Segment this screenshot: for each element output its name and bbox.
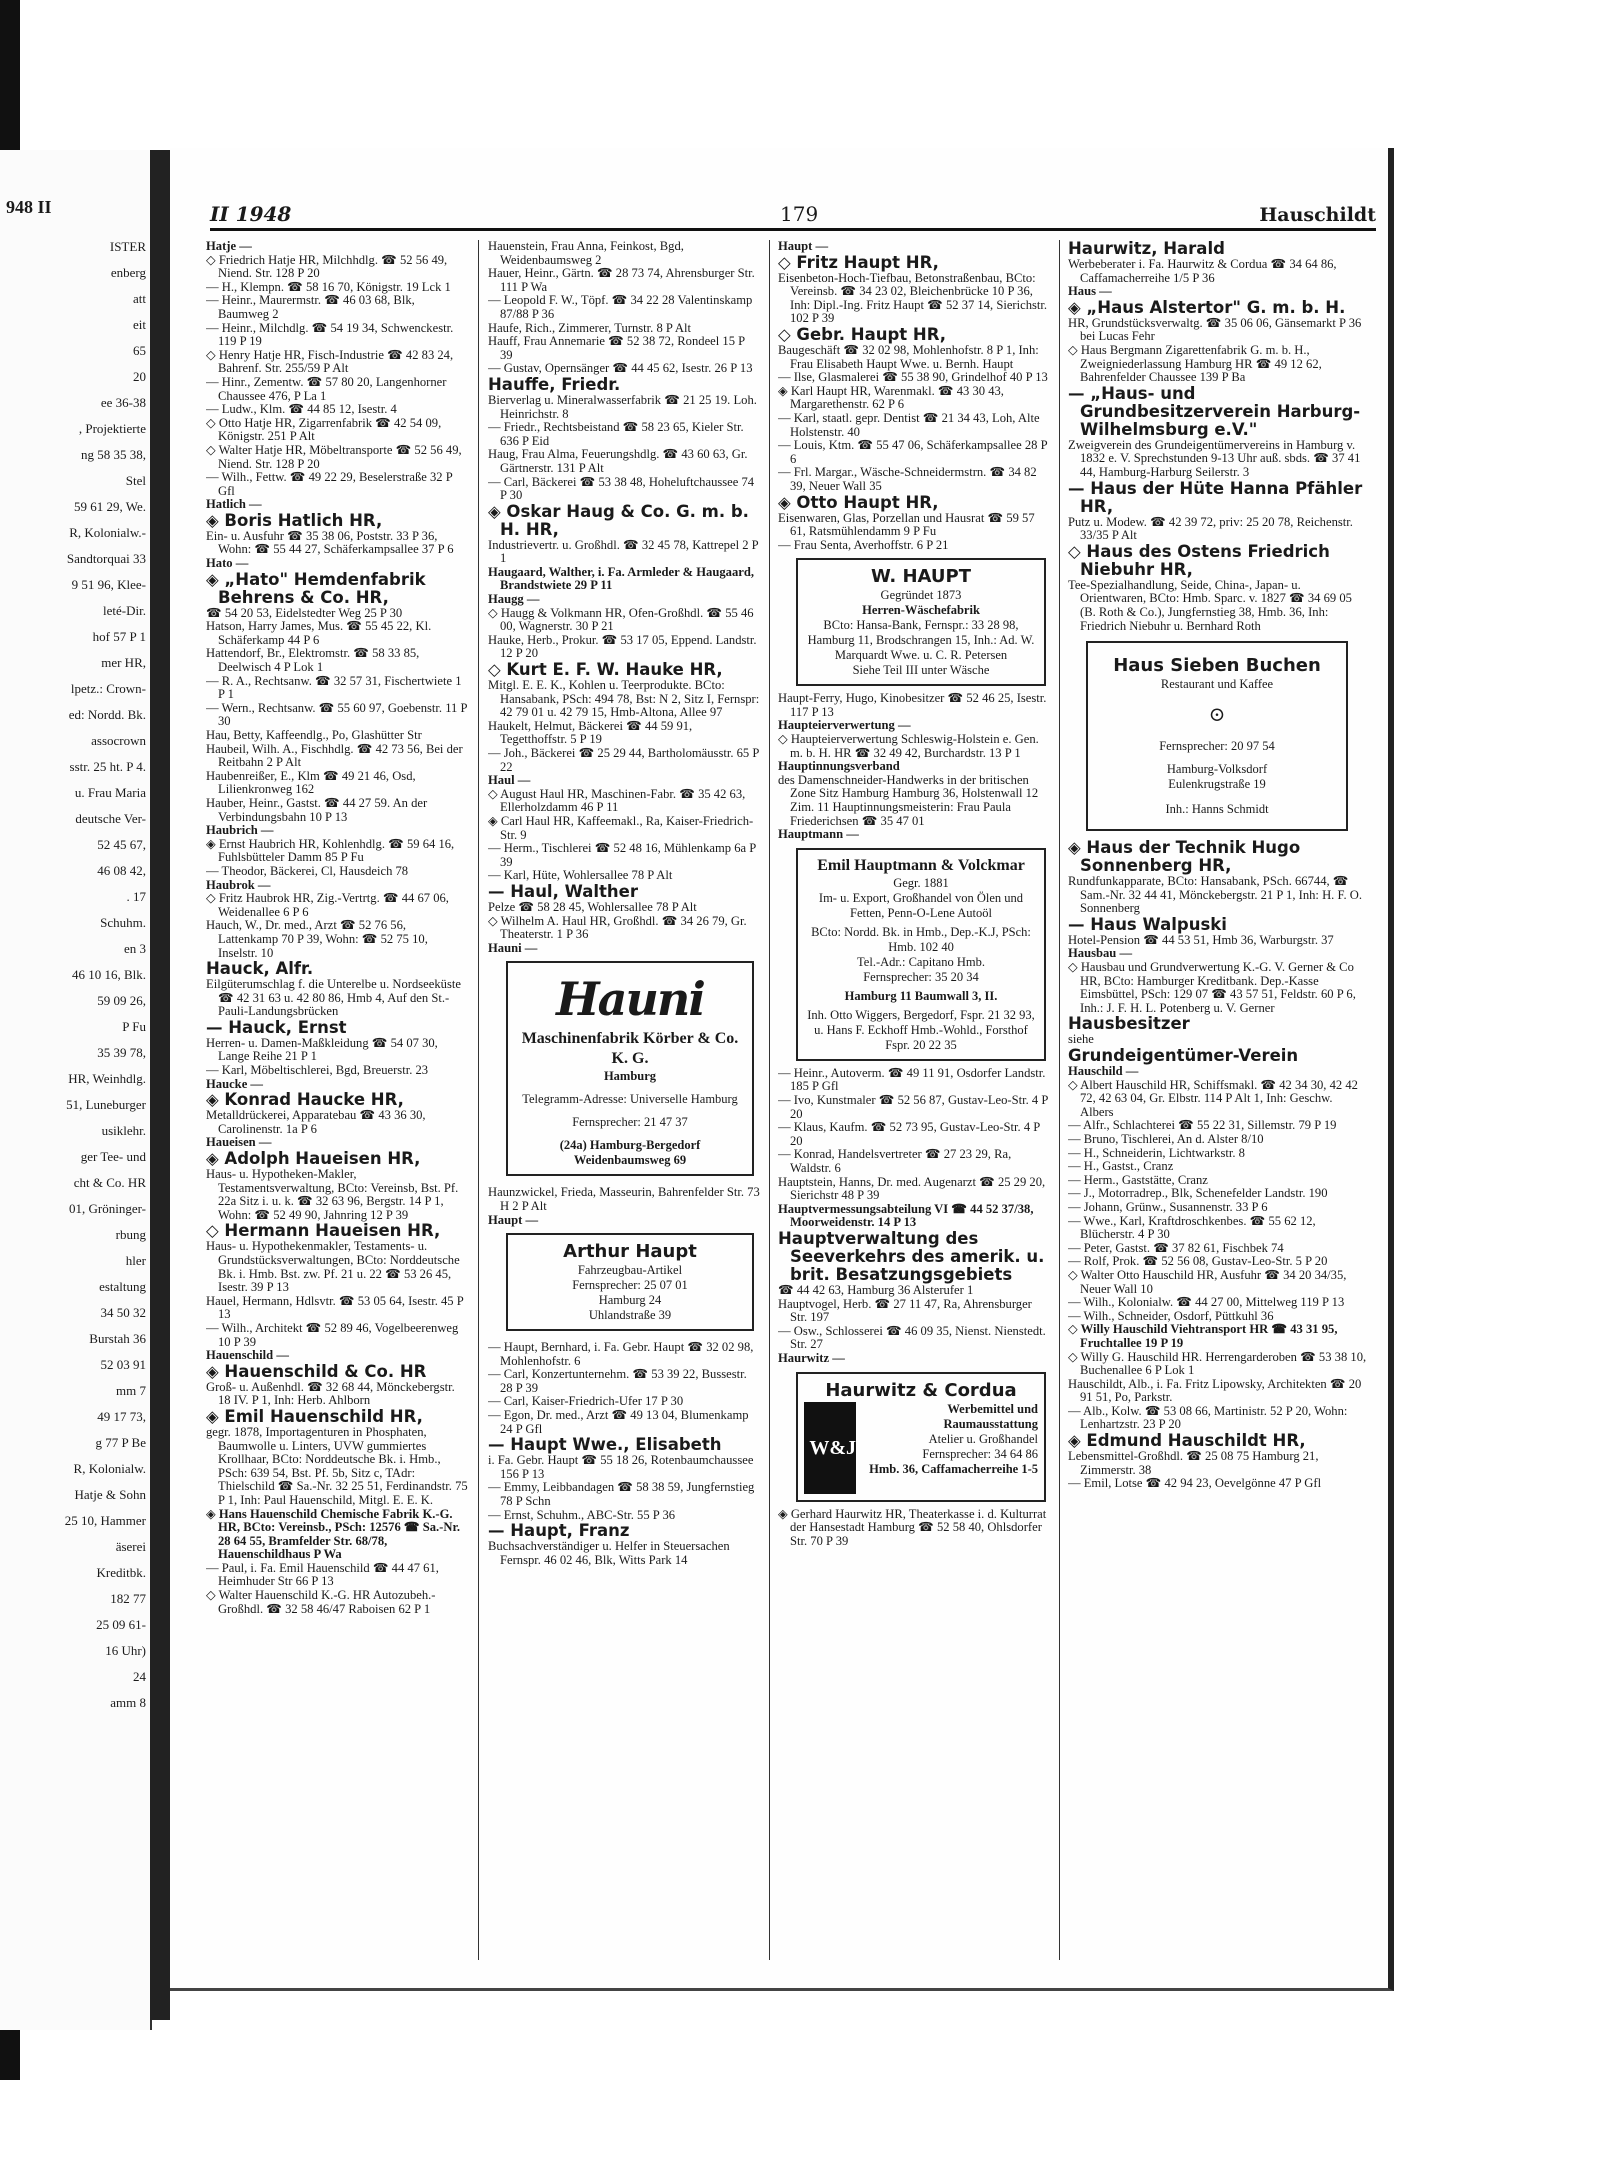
directory-entry: — Carl, Konzertunternehm. ☎ 53 39 22, Bussestr. 28 P 39 [488,1367,747,1395]
directory-entry: HR, Grundstücksverwaltg. ☎ 35 06 06, Gänsemarkt P 36 bei Lucas Fehr [1068,315,1362,344]
ad-name: Maschinenfabrik Körber & Co. K. G. [521,1030,739,1068]
section-heading: Haupteierverwertung — [778,718,911,733]
left-page-line: 51, Luneburger [66,1097,146,1112]
directory-entry: ◈ Ernst Haubrich HR, Kohlenhdlg. ☎ 59 64 16, Fuhlsbütteler Damm 85 P Fu [206,836,455,865]
ad-name: Emil Hauptmann & Volckmar [817,856,1025,874]
directory-entry: ◇ Haus des Ostens Friedrich Niebuhr HR, [1068,541,1330,579]
directory-entry: ◈ Adolph Haueisen HR, [206,1149,421,1169]
ad-tel: Tel.-Adr.: Capitano Hmb. [857,954,985,969]
left-page-title: 948 II [6,197,52,217]
left-page-line: enberg [110,265,146,280]
directory-entry: ◈ Hans Hauenschild Chemische Fabrik K.-G. HR, BCto: Vereinsb., PSch: 12576 ☎ Sa.-Nr. 28 64 55, Bramfelder Str. 68/78, Hauenschildhaus P Wa [206,1506,461,1562]
directory-entry: — Haus der Hüte Hanna Pfähler HR, [1068,478,1363,516]
cordua-advert [796,1372,1046,1502]
directory-entry: ◈ Carl Haul HR, Kaffeemakl., Ra, Kaiser-Friedrich-Str. 9 [488,813,754,842]
header-left: II 1948 [210,202,292,226]
directory-entry: ☎ 44 42 63, Hamburg 36 Alsterufer 1 [778,1282,974,1297]
section-heading: Haucke — [206,1076,264,1091]
ad-line: Fahrzeugbau-Artikel [577,1263,683,1278]
directory-entry: — Wern., Rechtsanw. ☎ 55 60 97, Goebenstr. 11 P 30 [206,700,468,729]
directory-entry: — Wilh., Fettw. ☎ 49 22 29, Beselerstraße 32 P Gfl [206,470,453,498]
directory-entry: Eilgüterumschlag f. die Unterelbe u. Nordseeküste ☎ 42 31 63 u. 42 80 86, Hmb 4, Auf den St.-Pauli-Landungsbrücken [206,977,461,1019]
left-page-fragment [0,150,152,2030]
left-page-line: ger Tee- und [80,1149,146,1164]
left-page-line: mer HR, [101,655,146,670]
ad-bank: BCto: Nordd. Bk. in Hmb., Dep.-K.J, PSch: Hmb. 102 40 [811,924,1031,954]
directory-entry: Hauptvogel, Herb. ☎ 27 11 47, Ra, Ahrensburger Str. 197 [778,1296,1032,1325]
left-page-line: assocrown [91,733,146,748]
directory-entry: Hotel-Pension ☎ 44 53 51, Hmb 36, Warburgstr. 37 [1068,932,1334,947]
section-heading: Haupt — [488,1212,539,1227]
directory-entry: siehe [1068,1032,1094,1047]
directory-entry: Eisenwaren, Glas, Porzellan und Hausrat ☎ 59 57 61, Ratsmühlendamm 9 P Fu [778,510,1035,539]
directory-entry: Haug, Frau Alma, Feuerungshdlg. ☎ 43 60 63, Gr. Gärtnerstr. 131 P Alt [488,447,748,475]
left-page-line: 46 10 16, Blk. [71,967,146,982]
left-page-line: ed: Nordd. Bk. [68,707,146,722]
left-page-line: Stel [125,473,146,488]
ad-phone: Fernsprecher: 21 47 37 [572,1115,688,1130]
directory-entry: Haugaard, Walther, i. Fa. Armleder & Haugaard, Brandstwiete 29 P 11 [488,564,754,593]
ad-address: Hamburg 11 Baumwall 3, II. [844,988,998,1003]
directory-entry: — Karl, Möbeltischlerei, Bgd, Breuerstr. 23 [206,1063,429,1078]
directory-entry: Hatson, Harry James, Mus. ☎ 55 45 22, Kl. Schäferkamp 44 P 6 [206,619,432,647]
ad-body: BCto: Hansa-Bank, Fernspr.: 33 28 98, Hamburg 11, Brodschrangen 15, Inh.: Ad. W. Marquardt Wwe. u. C. R. Petersen [807,618,1035,663]
ad-line: Restaurant und Kaffee [1160,677,1274,692]
directory-entry: ◇ Kurt E. F. W. Hauke HR, [488,660,723,680]
directory-entry: ◇ Friedrich Hatje HR, Milchhdlg. ☎ 52 56 49, Niend. Str. 128 P 20 [206,252,448,281]
directory-entry: — Emmy, Leibbandagen ☎ 58 38 59, Jungfernstieg 78 P Schn [488,1480,755,1509]
section-heading: Hauptinnungsverband [778,759,900,774]
section-heading: Hauptmann — [778,827,859,842]
directory-entry: Mitgl. E. E. K., Kohlen u. Teerprodukte. BCto: Hansabank, PSch: 494 78, Bst: N 2, Sitz I, Fernspr: 42 79 01 u. 42 79 15, Hmb-Altona, Allee 97 [488,678,760,720]
left-page-line: Kreditbk. [96,1565,146,1580]
directory-entry: — Wwe., Karl, Kraftdroschkenbes. ☎ 55 62 12, Blücherstr. 4 P 30 [1068,1213,1316,1242]
directory-entry: ◇ Albert Hauschild HR, Schiffsmakl. ☎ 42 34 30, 42 42 72, 42 63 04, Gr. Elbstr. 114 P Alt 1, Inh: Geschw. Albers [1068,1077,1358,1119]
directory-entry: — Herm., Gaststätte, Cranz [1068,1172,1208,1187]
left-page-line: att [133,291,146,306]
left-page-line: g 77 P Be [95,1435,146,1450]
directory-entry: — Joh., Bäckerei ☎ 25 29 44, Bartholomäusstr. 65 P 22 [488,746,759,774]
page-number: 179 [780,202,819,226]
directory-entry: — Wilh., Schneider, Osdorf, Püttkuhl 36 [1068,1308,1274,1323]
directory-entry: ☎ 54 20 53, Eidelstedter Weg 25 P 30 [206,605,403,620]
directory-entry: Bierverlag u. Mineralwasserfabrik ☎ 21 25 19. Loh. Heinrichstr. 8 [488,392,757,421]
columns [206,240,1374,1970]
directory-entry: — Rolf, Prok. ☎ 52 56 08, Gustav-Leo-Str. 5 P 20 [1068,1254,1328,1269]
left-page-line: eit [133,317,146,332]
ad-street: Eulenkrugstraße 19 [1168,777,1266,792]
w-haupt-advert [796,558,1046,686]
directory-entry: — Haupt, Franz [488,1521,630,1541]
left-page-line: 16 Uhr) [105,1643,146,1658]
directory-entry: — Herm., Tischlerei ☎ 52 48 16, Mühlenkamp 6a P 39 [488,841,756,869]
directory-entry: — Alfr., Schlachterei ☎ 55 22 31, Sillemstr. 79 P 19 [1068,1118,1337,1133]
left-page-line: 9 51 96, Klee- [71,577,146,592]
directory-entry: Hauffe, Friedr. [488,374,621,394]
directory-entry: — Osw., Schlosserei ☎ 46 09 35, Nienst. Nienstedt. Str. 27 [778,1323,1046,1352]
column-3 [778,240,1050,1960]
directory-entry: — Bruno, Tischlerei, An d. Alster 8/10 [1068,1132,1264,1146]
left-page-line: 65 [133,343,146,358]
ad-name: W. HAUPT [870,566,972,588]
directory-entry: ◈ Hauenschild & Co. HR [206,1361,427,1381]
directory-entry: ◈ Emil Hauenschild HR, [206,1406,423,1426]
section-heading: Haubrok — [206,877,271,892]
left-page-line: P Fu [122,1019,146,1034]
directory-entry: — Egon, Dr. med., Arzt ☎ 49 13 04, Blumenkamp 24 P Gfl [488,1408,749,1436]
ad-phone: Fernsprecher: 34 64 86 [922,1446,1038,1461]
arthur-haupt-advert [506,1233,754,1331]
directory-entry: Putz u. Modew. ☎ 42 39 72, priv: 25 20 78, Reichenstr. 33/35 P Alt [1068,514,1353,543]
ad-symbol: ⊙ [1208,704,1226,727]
directory-entry: — R. A., Rechtsanw. ☎ 32 57 31, Fischertwiete 1 P 1 [206,673,462,702]
section-heading: Hatje — [206,240,252,253]
directory-entry: Haunzwickel, Frieda, Masseurin, Bahrenfelder Str. 73 H 2 P Alt [488,1185,760,1213]
directory-entry: Hattendorf, Br., Elektromstr. ☎ 58 33 85, Deelwisch 4 P Lok 1 [206,646,420,675]
directory-entry: ◇ Hermann Haueisen HR, [206,1221,441,1241]
directory-entry: — H., Klempn. ☎ 58 16 70, Königstr. 19 Lck 1 [206,279,451,294]
directory-entry: Hausbesitzer [1068,1014,1190,1034]
directory-entry: ◇ Gebr. Haupt HR, [778,324,946,344]
column-4 [1068,240,1368,1960]
directory-entry: ◇ Willy G. Hauschild HR. Herrengarderoben ☎ 53 38 10, Buchenallee 6 P Lok 1 [1068,1349,1367,1378]
running-head: Hauschildt [1259,204,1376,226]
ad-city: Hamburg [603,1069,657,1084]
left-page-line: 46 08 42, [97,863,146,878]
ad-line: Herren-Wäschefabrik [862,603,980,618]
left-page-line: 34 50 32 [100,1305,146,1320]
ad-telegram: Telegramm-Adresse: Universelle Hamburg [522,1092,738,1107]
directory-entry: ◈ Karl Haupt HR, Warenmakl. ☎ 43 30 43, Margarethenstr. 62 P 6 [778,383,1004,412]
ad-name: Arthur Haupt [563,1241,697,1263]
section-heading: Hausbau — [1068,946,1133,961]
directory-entry: — Alb., Kolw. ☎ 53 08 66, Martinistr. 52 P 20, Wohn: Lenhartzstr. 23 P 20 [1068,1403,1348,1432]
section-heading: Hauni — [488,940,538,955]
directory-entry: ◇ August Haul HR, Maschinen-Fabr. ☎ 35 42 63, Ellerholzdamm 46 P 11 [488,786,746,815]
directory-entry: ◈ Haus der Technik Hugo Sonnenberg HR, [1068,838,1301,876]
section-heading: Haupt — [778,240,829,253]
column-2 [488,240,760,1960]
directory-entry: — Friedr., Rechtsbeistand ☎ 58 23 65, Kieler Str. 636 P Eid [488,420,744,448]
left-page-line: 52 03 91 [100,1357,146,1372]
ad-line: Im- u. Export, Großhandel von Ölen und Fetten, Penn-O-Lene Autoöl [818,890,1024,920]
left-page-line: ISTER [109,239,146,254]
directory-entry: i. Fa. Gebr. Haupt ☎ 55 18 26, Rotenbaumchaussee 156 P 13 [488,1453,754,1481]
left-page-line: 49 17 73, [97,1409,146,1424]
directory-entry: — Heinr., Autoverm. ☎ 49 11 91, Osdorfer Landstr. 185 P Gfl [778,1065,1046,1094]
directory-entry: — Karl, Hüte, Wohlersallee 78 P Alt [488,868,673,883]
ad-city: Hamburg-Volksdorf [1166,762,1268,777]
section-heading: Hauenschild — [206,1348,289,1363]
directory-entry: — Louis, Ktm. ☎ 55 47 06, Schäferkampsallee 28 P 6 [778,438,1048,466]
directory-page [170,148,1394,1991]
directory-entry: — Wilh., Architekt ☎ 52 89 46, Vogelbeerenweg 10 P 39 [206,1320,459,1349]
section-heading: Hato — [206,556,249,571]
directory-entry: Hauschildt, Alb., i. Fa. Fritz Lipowsky, Architekten ☎ 20 91 51, Po, Parkstr. [1068,1376,1362,1405]
directory-entry: — Karl, staatl. gepr. Dentist ☎ 21 34 43, Loh, Alte Holstenstr. 40 [778,410,1040,439]
left-page-line: 182 77 [110,1591,146,1606]
left-page-line: 35 39 78, [97,1045,146,1060]
directory-entry: Hauff, Frau Annemarie ☎ 52 38 72, Rondeel 15 P 39 [488,334,745,362]
directory-entry: Haus- u. Hypothekenmakler, Testaments- u. Grundstücksverwaltungen, BCto: Norddeutsche Bk. i. Hmb. Bst. zw. Pf. 21 u. 22 ☎ 53 26 45, Isestr. 39 P 13 [206,1239,460,1295]
directory-entry: — H., Gastst., Cranz [1068,1159,1174,1174]
directory-entry: — Klaus, Kaufm. ☎ 52 73 95, Gustav-Leo-Str. 4 P 20 [778,1120,1040,1148]
hauni-logo: Hauni [556,972,704,1027]
ad-founded: Gegr. 1881 [893,875,949,890]
left-page-line: 01, Gröninger- [69,1201,146,1216]
directory-entry: Hauenstein, Frau Anna, Feinkost, Bgd, Weidenbaumsweg 2 [488,240,684,267]
directory-entry: Hau, Betty, Kaffeendlg., Po, Glashütter Str [206,728,422,742]
directory-entry: Tee-Spezialhandlung, Seide, China-, Japan- u. Orientwaren, BCto: Hmb. Sparc. v. 1827 ☎ 34 69 05 (B. Roth & Co.), Jungfernstieg 38, Hmb. 36, Inh: Friedrich Niebuhr u. Bernhard Roth [1068,577,1352,633]
ad-founded: Gegründet 1873 [880,588,962,603]
directory-entry: — Wilh., Kolonialw. ☎ 44 27 00, Mittelweg 119 P 13 [1068,1295,1345,1310]
directory-entry: ◈ Boris Hatlich HR, [206,510,383,530]
directory-entry: ◇ Wilhelm A. Haul HR, Großhdl. ☎ 34 26 79, Gr. Theaterstr. 1 P 36 [488,913,747,942]
left-page-line: R, Kolonialw. [73,1461,146,1476]
left-page-line: Hatje & Sohn [74,1487,146,1502]
directory-entry: gegr. 1878, Importagenturen in Phosphaten, Baumwolle u. Linters, UVW gummiertes Krollhaar, BCto: Norddeutsche Bk. i. Hmb., PSch: 639 54, Bst. Pf. 5b, Sitz c, TAdr: Thielschild ☎ Sa.-Nr. 32 25 51, Ferdinandstr. 75 P 1, Inh: Paul Hauenschild, Mitgl. E. E. K. [206,1424,468,1507]
left-page-line: HR, Weinhdlg. [68,1071,146,1086]
left-page-line: 52 45 67, [97,837,146,852]
directory-entry: — Gustav, Opernsänger ☎ 44 45 62, Isestr. 26 P 13 [488,361,753,376]
directory-entry: ◈ Oskar Haug & Co. G. m. b. H. HR, [488,501,749,539]
section-heading: Haugg — [488,592,540,607]
left-page-line: ng 58 35 38, [81,447,146,462]
section-heading: Hatlich — [206,497,262,512]
directory-entry: Haubenreißer, E., Klm ☎ 49 21 46, Osd, Lilienkronweg 162 [206,768,416,797]
directory-entry: Metalldrückerei, Apparatebau ☎ 43 36 30, Carolinenstr. 1a P 6 [206,1108,426,1136]
directory-entry: — Theodor, Bäckerei, Cl, Hausdeich 78 [206,863,409,878]
directory-entry: ◇ Walter Hatje HR, Möbeltransporte ☎ 52 56 49, Niend. Str. 128 P 20 [206,442,462,471]
directory-entry: Groß- u. Außenhdl. ☎ 32 68 44, Mönckebergstr. 18 IV. P 1, Inh: Herb. Ahlborn [206,1379,455,1408]
cordua-logo: W&J [804,1402,856,1494]
directory-entry: — Frau Senta, Averhoffstr. 6 P 21 [778,537,949,552]
left-page-line: 25 09 61- [96,1617,146,1632]
directory-entry: Hauptverwaltung des Seeverkehrs des amerik. u. brit. Besatzungsgebiets [778,1228,1045,1284]
section-heading: Haueisen — [206,1135,272,1150]
directory-entry: ◇ Fritz Haupt HR, [778,252,939,272]
left-page-line: , Projektierte [78,421,146,436]
directory-entry: — Peter, Gastst. ☎ 37 82 61, Fischbek 74 [1068,1240,1284,1255]
ad-name: Haurwitz & Cordua [825,1379,1017,1401]
directory-entry: Baugeschäft ☎ 32 02 98, Mohlenhofstr. 8 P 1, Inh: Frau Elisabeth Haupt Wwe. u. Bernh. Haupt [778,342,1039,371]
ad-name: Haus Sieben Buchen [1113,655,1321,677]
section-heading: Haul — [488,773,531,788]
directory-entry: Werbeberater i. Fa. Haurwitz & Cordua ☎ 34 64 86, Caffamacherreihe 1/5 P 36 [1068,257,1337,285]
directory-entry: ◇ Walter Hauenschild K.-G. HR Autozubeh.-Großhdl. ☎ 32 58 46/47 Raboisen 62 P 1 [206,1588,436,1616]
directory-entry: Haubeil, Wilh. A., Fischhdlg. ☎ 42 73 56, Bei der Reitbahn 2 P Alt [206,741,463,770]
directory-entry: — Haupt Wwe., Elisabeth [488,1435,722,1455]
left-page-line: lpetz.: Crown- [70,681,146,696]
directory-entry: — J., Motorradrep., Blk, Schenefelder Landstr. 190 [1068,1186,1328,1201]
directory-entry: Hauptstein, Hanns, Dr. med. Augenarzt ☎ 25 29 20, Sierichstr 48 P 39 [778,1174,1046,1203]
left-page-line: 59 61 29, We. [73,499,146,514]
section-heading: Hauschild — [1068,1064,1139,1079]
section-heading: Haurwitz — [778,1350,845,1365]
directory-entry: Hauck, Alfr. [206,959,314,979]
left-page-line: rbung [115,1227,146,1242]
directory-entry: — Konrad, Handelsvertreter ☎ 27 23 29, Ra, Waldstr. 6 [778,1147,1012,1175]
directory-entry: Hauke, Herb., Prokur. ☎ 53 17 05, Eppend. Landstr. 12 P 20 [488,632,757,661]
directory-entry: Ein- u. Ausfuhr ☎ 35 38 06, Poststr. 33 P 36, Wohn: ☎ 55 44 27, Schäferkampsallee 37 P 6 [206,528,454,557]
directory-entry: Pelze ☎ 58 28 45, Wohlersallee 78 P Alt [488,899,697,914]
directory-entry: — Heinr., Milchdlg. ☎ 54 19 34, Schwenckestr. 119 P 19 [206,320,454,349]
directory-entry: Hauptvermessungsabteilung VI ☎ 44 52 37/38, Moorweidenstr. 14 P 13 [778,1201,1034,1230]
ad-street: Uhlandstraße 39 [588,1308,672,1323]
ad-address: Hmb. 36, Caffamacherreihe 1-5 [869,1461,1038,1476]
directory-entry: ◈ Konrad Haucke HR, [206,1090,404,1110]
directory-entry: Eisenbeton-Hoch-Tiefbau, Betonstraßenbau, BCto: Vereinsb. ☎ 34 23 02, Bleichenbrücke 10 P 36, Inh: Dipl.-Ing. Fritz Haupt ☎ 52 37 14, Sierichstr. 102 P 39 [778,270,1048,326]
left-page-line: leté-Dir. [103,603,146,618]
directory-entry: Herren- u. Damen-Maßkleidung ☎ 54 07 30, Lange Reihe 21 P 1 [206,1035,438,1064]
directory-entry: ◇ Walter Otto Hauschild HR, Ausfuhr ☎ 34 20 34/35, Neuer Wall 10 [1068,1267,1347,1296]
ad-note: Siehe Teil III unter Wäsche [852,663,990,678]
column-1 [206,240,468,1960]
directory-entry: — Ivo, Kunstmaler ☎ 52 56 87, Gustav-Leo-Str. 4 P 20 [778,1093,1048,1121]
directory-entry: ◇ Hausbau und Grundverwertung K.-G. V. Gerner & Co HR, BCto: Hamburger Kreditbank. Dep.-Kasse Eimsbüttel, PSch: 129 07 ☎ 43 57 51, Feldstr. 60 P 6, Inh.: J. F. H. L. Potenberg u. V. Gerner [1068,960,1356,1015]
directory-entry: ◇ Fritz Haubrok HR, Zig.-Vertrtg. ☎ 44 67 06, Weidenallee 6 P 6 [206,891,449,919]
directory-entry: — Ilse, Glasmalerei ☎ 55 38 90, Grindelhof 40 P 13 [778,370,1048,385]
left-page-line: 20 [133,369,146,384]
directory-entry: Haus- u. Hypotheken-Makler, Testamentsverwaltung, BCto: Vereinsb, Bst. Pf. 22a Sitz i. u. k. ☎ 32 63 96, Bergstr. 14 P 1, Wohn: ☎ 52 49 90, Jahnring 12 P 39 [206,1167,459,1222]
directory-entry: ◈ Edmund Hauschildt HR, [1068,1431,1306,1451]
ad-line: Werbemittel und Raumausstattung [943,1401,1038,1431]
ad-phone: Fernsprecher: 35 20 34 [863,969,979,984]
directory-entry: Lebensmittel-Großhdl. ☎ 25 08 75 Hamburg 21, Zimmerstr. 38 [1068,1449,1319,1477]
directory-entry: Zweigverein des Grundeigentümervereins in Hamburg v. 1832 e. V. Sprechstunden 9-13 Uhr auß. sbds. ☎ 37 41 44, Hamburg-Harburg Seilerstr. 3 [1068,437,1361,479]
directory-entry: — Haul, Walther [488,881,638,901]
left-page-line: hof 57 P 1 [92,629,146,644]
directory-entry: ◇ Henry Hatje HR, Fisch-Industrie ☎ 42 83 24, Bahrenf. Str. 255/59 P Alt [206,347,454,376]
directory-entry: — Haupt, Bernhard, i. Fa. Gebr. Haupt ☎ 32 02 98, Mohlenhofstr. 6 [488,1340,754,1368]
left-page-line: en 3 [123,941,146,956]
directory-entry: ◈ „Haus Alstertor" G. m. b. H. [1068,297,1346,317]
directory-entry: — Ernst, Schuhm., ABC-Str. 55 P 36 [488,1507,676,1522]
directory-entry: ◈ Gerhard Haurwitz HR, Theaterkasse i. d. Kulturrat der Hansestadt Hamburg ☎ 52 58 40, Ohlsdorfer Str. 70 P 39 [778,1506,1047,1548]
left-page-line: ee 36-38 [100,395,146,410]
directory-entry: ◇ Haupteierverwertung Schleswig-Holstein e. Gen. m. b. H. HR ☎ 32 49 42, Burchardstr. 13 P 1 [778,732,1039,760]
directory-entry: — Ludw., Klm. ☎ 44 85 12, Isestr. 4 [206,402,397,417]
directory-entry: ◇ Willy Hauschild Viehtransport HR ☎ 43 31 95, Fruchtallee 19 P 19 [1068,1322,1338,1350]
directory-entry: Hauch, W., Dr. med., Arzt ☎ 52 76 56, Lattenkamp 70 P 39, Wohn: ☎ 52 75 10, Inselstr. 10 [206,918,428,960]
directory-entry: — Haus Walpuski [1068,914,1227,934]
directory-entry: Hauel, Hermann, Hdlsvtr. ☎ 53 05 64, Isestr. 45 P 13 [206,1293,464,1322]
left-page-line: deutsche Ver- [75,811,146,826]
ad-city: Hamburg 24 [598,1293,662,1308]
directory-entry: ◇ Haus Bergmann Zigarettenfabrik G. m. b. H., Zweigniederlassung Hamburg HR ☎ 49 12 62, Bahrenfelder Chaussee 139 P Ba [1068,342,1322,385]
left-page-line: amm 8 [110,1695,146,1710]
directory-entry: Grundeigentümer-Verein [1068,1046,1299,1066]
directory-entry: — Hauck, Ernst [206,1017,347,1037]
left-page-line: estaltung [99,1279,146,1294]
directory-entry: Buchsachverständiger u. Helfer in Steuersachen Fernspr. 46 02 46, Blk, Witts Park 14 [488,1539,730,1567]
left-page-line: 24 [133,1669,146,1684]
directory-entry: Hauber, Heinr., Gastst. ☎ 44 27 59. An der Verbindungsbahn 10 P 13 [206,795,428,824]
directory-entry: — H., Schneiderin, Lichtwarkstr. 8 [1068,1145,1245,1160]
left-page-line: äserei [115,1539,146,1554]
left-page-text [6,240,146,1722]
left-page-line: cht & Co. HR [73,1175,146,1190]
directory-entry: ◈ Otto Haupt HR, [778,492,939,512]
sieben-buchen-advert [1086,641,1348,831]
directory-entry: Haurwitz, Harald [1068,240,1225,258]
left-page-line: sstr. 25 ht. P 4. [69,759,146,774]
ad-owners: Inh. Otto Wiggers, Bergedorf, Fspr. 21 32 93, u. Hans F. Eckhoff Hmb.-Wohld., Forsthof Fspr. 20 22 35 [807,1007,1035,1052]
left-page-line: R, Kolonialw.- [69,525,146,540]
directory-entry: — Hinr., Zementw. ☎ 57 80 20, Langenhorner Chaussee 476, P La 1 [206,374,447,403]
left-page-line: u. Frau Maria [74,785,146,800]
ad-phone: Fernsprecher: 25 07 01 [572,1278,688,1293]
directory-entry: — Leopold F. W., Töpf. ☎ 34 22 28 Valentinskamp 87/88 P 36 [488,293,753,321]
hauni-advert [506,961,754,1176]
section-heading: Haubrich — [206,823,274,838]
left-page-line: Burstah 36 [89,1331,146,1346]
ad-address: (24a) Hamburg-Bergedorf Weidenbaumsweg 69 [559,1138,701,1168]
directory-entry: Haupt-Ferry, Hugo, Kinobesitzer ☎ 52 46 25, Isestr. 117 P 13 [778,691,1047,719]
directory-entry: Rundfunkapparate, BCto: Hansabank, PSch. 66744, ☎ Sam.-Nr. 32 44 41, Mönckebergstr. 21 P 1, Inh: H. F. O. Sonnenberg [1068,874,1362,916]
ad-line2: Atelier u. Großhandel [928,1431,1038,1446]
directory-entry: des Damenschneider-Handwerks in der britischen Zone Sitz Hamburg Hamburg 36, Holstenwall 12 Zim. 11 Hauptinnungsmeisterin: Frau Paula Friederichsen ☎ 35 47 01 [778,772,1039,828]
left-page-line: 59 09 26, [97,993,146,1008]
directory-entry: ◇ Otto Hatje HR, Zigarrenfabrik ☎ 42 54 09, Königstr. 251 P Alt [206,415,442,444]
directory-entry: — Emil, Lotse ☎ 42 94 23, Oevelgönne 47 P Gfl [1068,1476,1322,1491]
page-header [210,202,1376,231]
left-page-line: Schuhm. [100,915,146,930]
hauptmann-advert [796,848,1046,1061]
left-page-line: Sandtorquai 33 [66,551,146,566]
directory-entry: — Johann, Grünw., Susannenstr. 33 P 6 [1068,1199,1268,1214]
directory-entry: ◇ Haugg & Volkmann HR, Ofen-Großhdl. ☎ 55 46 00, Wagnerstr. 30 P 21 [488,605,754,634]
ad-owner: Inh.: Hanns Schmidt [1165,802,1269,817]
directory-entry: Haukelt, Helmut, Bäckerei ☎ 44 59 91, Tegetthoffstr. 5 P 19 [488,718,693,747]
directory-entry: — Carl, Bäckerei ☎ 53 38 48, Hoheluftchaussee 74 P 30 [488,474,755,503]
left-page-line: . 17 [126,889,146,904]
directory-entry: — Heinr., Maurermstr. ☎ 46 03 68, Blk, Baumweg 2 [206,293,415,321]
directory-entry: — „Haus- und Grundbesitzerverein Harburg-Wilhelmsburg e.V." [1068,383,1361,439]
directory-entry: ◈ „Hato" Hemdenfabrik Behrens & Co. HR, [206,569,426,607]
directory-entry: — Carl, Kaiser-Friedrich-Ufer 17 P 30 [488,1394,684,1409]
directory-entry: — Paul, i. Fa. Emil Hauenschild ☎ 44 47 61, Heimhuder Str 66 P 13 [206,1560,439,1589]
directory-entry: — Frl. Margar., Wäsche-Schneidermstrn. ☎ 34 82 39, Neuer Wall 35 [778,465,1037,493]
left-page-line: mm 7 [116,1383,146,1398]
left-page-line: 25 10, Hammer [64,1513,146,1528]
section-heading: Haus — [1068,284,1112,299]
page-gutter [150,150,170,2020]
left-page-line: hler [125,1253,146,1268]
directory-entry: Haufe, Rich., Zimmerer, Turnstr. 8 P Alt [488,320,691,335]
directory-entry: Industrievertr. u. Großhdl. ☎ 32 45 78, Kattrepel 2 P 1 [488,537,759,566]
directory-entry: Hauer, Heinr., Gärtn. ☎ 28 73 74, Ahrensburger Str. 111 P Wa [488,266,755,294]
left-page-line: usiklehr. [101,1123,146,1138]
ad-phone: Fernsprecher: 20 97 54 [1159,739,1275,754]
